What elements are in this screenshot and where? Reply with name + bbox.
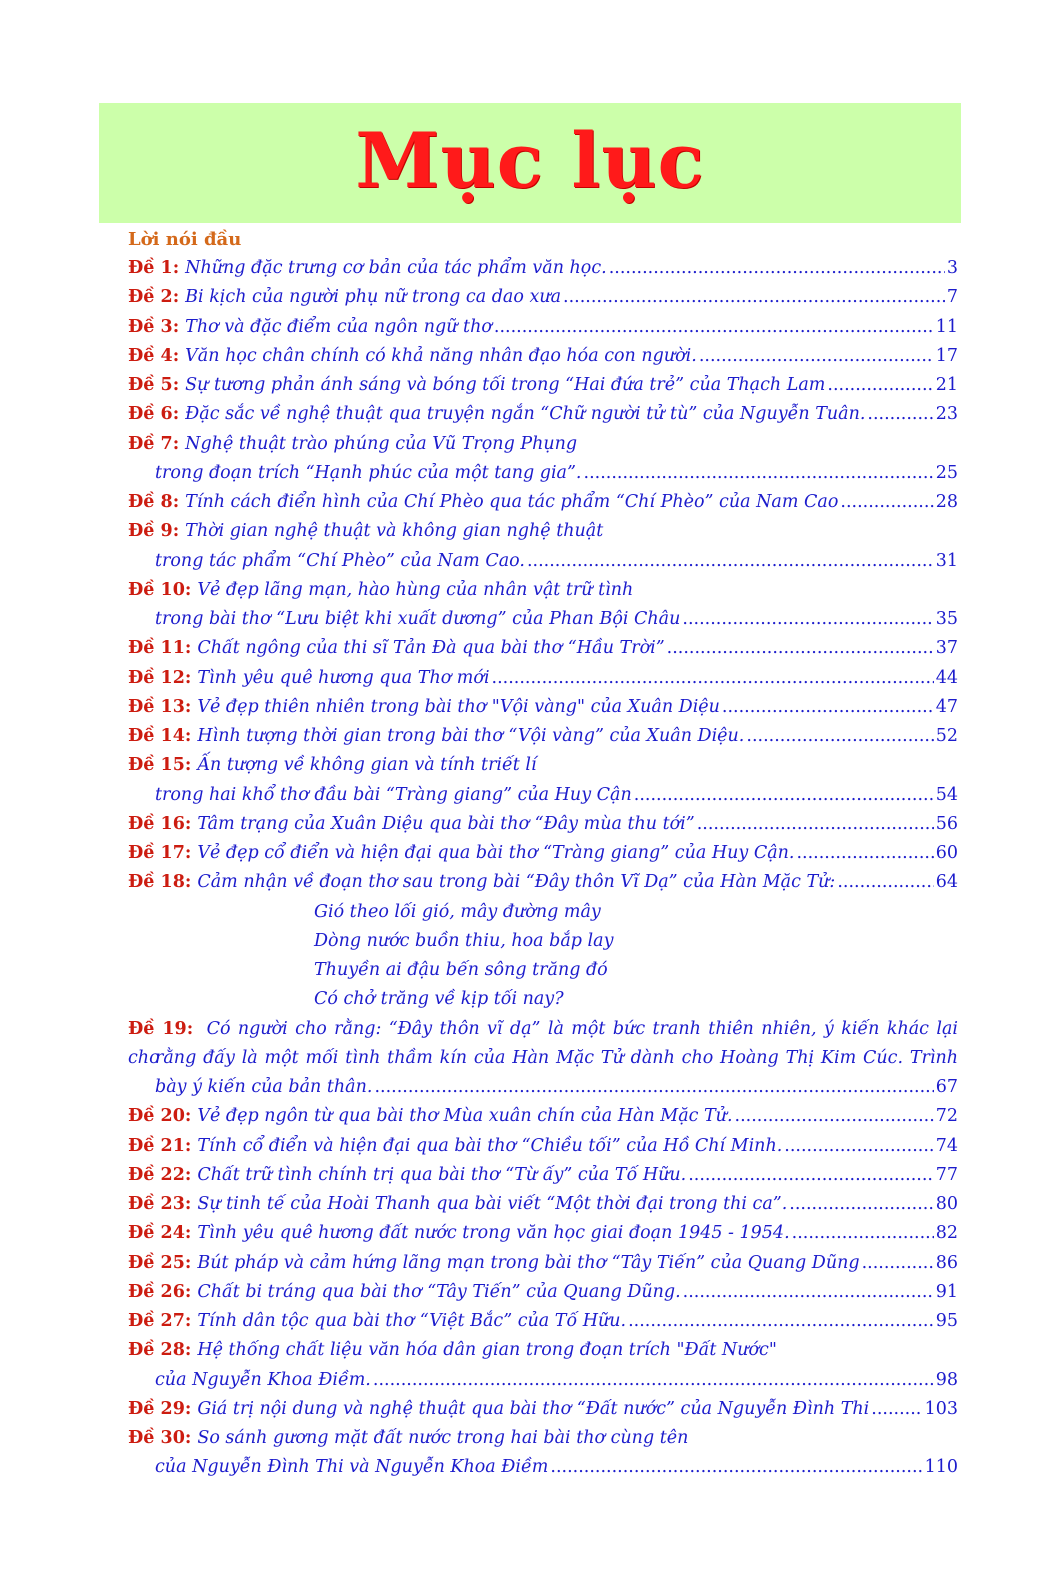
dot-leader — [840, 488, 933, 517]
entry-text: Ấn tượng về không gian và tính triết lí — [197, 755, 537, 776]
entry-label: Đề 1: — [128, 258, 180, 278]
dot-leader — [862, 1249, 934, 1278]
entry-text: Thời gian nghệ thuật và không gian nghệ thuật — [185, 521, 604, 542]
dot-leader — [688, 1161, 933, 1190]
dot-leader — [494, 313, 934, 342]
dot-leader — [563, 283, 945, 312]
dot-leader — [789, 1190, 933, 1219]
entry-label: Đề 24: — [128, 1223, 192, 1244]
verse-line-2 — [128, 927, 958, 956]
entry-label: Đề 27: — [128, 1311, 192, 1331]
entry-text: Giá trị nội dung và nghệ thuật qua bài thơ “Đất nước” của Nguyễn Đình Thi — [197, 1398, 870, 1419]
entry-page: 31 — [935, 550, 958, 571]
entry-page: 98 — [935, 1369, 958, 1390]
entry-page: 103 — [924, 1398, 958, 1419]
preface-entry[interactable]: Lời nói đầu — [128, 229, 242, 250]
entry-text: Tính dân tộc qua bài thơ “Việt Bắc” của Tố Hữu. — [197, 1311, 627, 1331]
entry-text: Bút pháp và cảm hứng lãng mạn trong bài thơ “Tây Tiến” của Quang Dũng — [197, 1252, 860, 1273]
entry-text: Chất trữ tình chính trị qua bài thơ “Từ ấy” của Tố Hữu. — [197, 1164, 687, 1185]
entry-page: 37 — [935, 638, 958, 659]
dot-leader — [837, 868, 933, 897]
entry-text: bày ý kiến của bản thân. — [155, 1077, 373, 1097]
entry-page: 82 — [935, 1223, 958, 1244]
entry-page: 86 — [935, 1252, 958, 1273]
toc-entry-13[interactable] — [128, 693, 958, 722]
entry-text: Vẻ đẹp thiên nhiên trong bài thơ "Vội vàng" của Xuân Diệu — [197, 696, 720, 717]
entry-text: Tính cách điển hình của Chí Phèo qua tác phẩm “Chí Phèo” của Nam Cao — [185, 492, 839, 512]
dot-leader — [584, 459, 934, 488]
toc-entry-17[interactable] — [128, 839, 958, 868]
toc-entry-19-line-2[interactable] — [128, 1044, 958, 1073]
entry-text: Chất bi tráng qua bài thơ “Tây Tiến” của Quang Dũng. — [197, 1281, 681, 1302]
toc-entry-9[interactable] — [128, 517, 958, 546]
entry-page: 17 — [935, 345, 958, 366]
toc-entry-7-continuation[interactable] — [128, 459, 958, 488]
entry-label: Đề 19: — [128, 1018, 194, 1039]
entry-text: rằng đấy là một mối tình thầm kín của Hàn Mặc Tử dành cho Hoàng Thị Kim Cúc. Trình — [155, 1047, 958, 1068]
entry-text: của Nguyễn Đình Thi và Nguyễn Khoa Điềm — [155, 1457, 549, 1478]
dot-leader — [735, 1102, 934, 1131]
dot-leader — [682, 605, 933, 634]
dot-leader — [667, 634, 934, 663]
entry-label: Đề 29: — [128, 1398, 192, 1419]
toc-entry-15-continuation[interactable] — [128, 781, 958, 810]
entry-label: Đề 9: — [128, 521, 180, 542]
entry-page: 110 — [924, 1457, 958, 1478]
entry-label: Đề 15: — [128, 755, 192, 776]
entry-page: 80 — [935, 1194, 958, 1214]
entry-page: 3 — [946, 258, 958, 278]
toc-entry-26[interactable] — [128, 1278, 958, 1307]
dot-leader — [796, 839, 933, 868]
verse-line-1 — [128, 898, 958, 927]
toc-entry-15[interactable] — [128, 751, 958, 780]
entry-label: Đề 11: — [128, 638, 192, 659]
entry-label: Đề 20: — [128, 1106, 192, 1127]
verse-text: Có chở trăng về kịp tối nay? — [314, 989, 564, 1010]
entry-text: Cảm nhận về đoạn thơ sau trong bài “Đây thôn Vĩ Dạ” của Hàn Mặc Tử: — [197, 872, 836, 893]
toc-entry-25[interactable] — [128, 1249, 958, 1278]
entry-page: 74 — [935, 1135, 958, 1156]
entry-page: 52 — [935, 726, 958, 746]
toc-entry-11[interactable] — [128, 634, 958, 663]
entry-text: Thơ và đặc điểm của ngôn ngữ thơ — [185, 316, 492, 337]
verse-text: Thuyền ai đậu bến sông trăng đó — [314, 960, 608, 980]
toc-entry-8[interactable] — [128, 488, 958, 517]
dot-leader — [827, 371, 933, 400]
entry-text: Vẻ đẹp cổ điển và hiện đại qua bài thơ “Tràng giang” của Huy Cận. — [197, 843, 795, 863]
toc-entry-21[interactable] — [128, 1132, 958, 1161]
entry-text: Sự tương phản ánh sáng và bóng tối trong “Hai đứa trẻ” của Thạch Lam — [185, 375, 826, 395]
entry-label: Đề 12: — [128, 667, 192, 688]
toc-entry-30[interactable] — [128, 1424, 958, 1453]
dot-leader — [527, 547, 934, 576]
toc-entry-28-continuation[interactable] — [128, 1366, 958, 1395]
entry-text: Vẻ đẹp ngôn từ qua bài thơ Mùa xuân chín của Hàn Mặc Tử. — [197, 1106, 733, 1127]
entry-page: 56 — [935, 813, 958, 834]
entry-text: Sự tinh tế của Hoài Thanh qua bài viết “Một thời đại trong thi ca”. — [197, 1194, 788, 1214]
page-title: Mục lục — [355, 115, 705, 205]
dot-leader — [871, 1395, 922, 1424]
entry-text: Đặc sắc về nghệ thuật qua truyện ngắn “Chữ người tử tù” của Nguyễn Tuân. — [185, 404, 866, 425]
title-banner — [99, 103, 961, 223]
entry-page: 23 — [935, 404, 958, 425]
entry-text: Những đặc trưng cơ bản của tác phẩm văn học. — [185, 258, 607, 278]
entry-label: Đề 16: — [128, 813, 192, 834]
entry-label: Đề 30: — [128, 1428, 192, 1448]
toc-entry-1[interactable] — [128, 254, 958, 283]
toc-entry-6[interactable] — [128, 400, 958, 429]
entry-page: 72 — [935, 1106, 958, 1127]
entry-text: Chất ngông của thi sĩ Tản Đà qua bài thơ “Hầu Trời” — [197, 638, 665, 659]
dot-leader — [634, 781, 934, 810]
entry-page: 54 — [935, 784, 958, 805]
toc-entry-22[interactable] — [128, 1161, 958, 1190]
entry-label: Đề 28: — [128, 1340, 192, 1361]
entry-page: 28 — [935, 492, 958, 512]
toc-entry-30-continuation[interactable] — [128, 1453, 958, 1482]
toc-entry-9-continuation[interactable] — [128, 547, 958, 576]
entry-label: Đề 3: — [128, 316, 180, 337]
table-of-contents — [128, 225, 958, 1483]
entry-label: Đề 14: — [128, 726, 192, 746]
entry-label: Đề 7: — [128, 433, 180, 454]
entry-page: 60 — [935, 843, 958, 863]
toc-entry-20[interactable] — [128, 1102, 958, 1131]
entry-label: Đề 13: — [128, 696, 192, 717]
dot-leader — [792, 1219, 934, 1248]
toc-entry-16[interactable] — [128, 810, 958, 839]
toc-entry-29[interactable] — [128, 1395, 958, 1424]
toc-entry-3[interactable] — [128, 313, 958, 342]
entry-text: Vẻ đẹp lãng mạn, hào hùng của nhân vật trữ tình — [197, 579, 634, 600]
entry-text: Bi kịch của người phụ nữ trong ca dao xưa — [185, 287, 562, 308]
entry-label: Đề 26: — [128, 1281, 192, 1302]
entry-page: 91 — [935, 1281, 958, 1302]
toc-entry-2[interactable] — [128, 283, 958, 312]
dot-leader — [374, 1073, 933, 1102]
toc-entry-10-continuation[interactable] — [128, 605, 958, 634]
toc-entry-28[interactable] — [128, 1336, 958, 1365]
toc-entry-7[interactable] — [128, 430, 958, 459]
entry-page: 25 — [935, 462, 958, 483]
entry-label: Đề 4: — [128, 345, 180, 366]
entry-label: Đề 8: — [128, 492, 180, 512]
entry-text: trong tác phẩm “Chí Phèo” của Nam Cao. — [155, 550, 525, 571]
entry-page: 77 — [935, 1164, 958, 1185]
dot-leader — [628, 1307, 934, 1336]
entry-text: trong bài thơ “Lưu biệt khi xuất dương” của Phan Bội Châu — [155, 609, 681, 629]
entry-text: trong đoạn trích “Hạnh phúc của một tang gia”. — [155, 462, 582, 483]
entry-page: 95 — [935, 1311, 958, 1331]
entry-text: Tình yêu quê hương qua Thơ mới — [197, 667, 490, 688]
entry-label: Đề 25: — [128, 1252, 192, 1273]
entry-text: Nghệ thuật trào phúng của Vũ Trọng Phụng — [185, 433, 578, 454]
entry-text: So sánh gương mặt đất nước trong hai bài thơ cùng tên — [197, 1428, 689, 1448]
toc-entry-27[interactable] — [128, 1307, 958, 1336]
entry-page: 21 — [935, 375, 958, 395]
entry-text: trong hai khổ thơ đầu bài “Tràng giang” của Huy Cận — [155, 784, 632, 805]
entry-label: Đề 22: — [128, 1164, 192, 1185]
dot-leader — [697, 810, 934, 839]
dot-leader — [784, 1132, 933, 1161]
entry-label: Đề 5: — [128, 375, 180, 395]
entry-label: Đề 21: — [128, 1135, 192, 1156]
entry-text: Hệ thống chất liệu văn hóa dân gian trong đoạn trích "Đất Nước" — [197, 1340, 777, 1361]
dot-leader — [373, 1366, 934, 1395]
entry-page: 35 — [935, 609, 958, 629]
entry-text: Tính cổ điển và hiện đại qua bài thơ “Chiều tối” của Hồ Chí Minh. — [197, 1135, 783, 1156]
toc-entry-23[interactable] — [128, 1190, 958, 1219]
verse-text: Gió theo lối gió, mây đường mây — [314, 901, 601, 922]
verse-text: Dòng nước buồn thiu, hoa bắp lay — [314, 930, 614, 951]
entry-page: 11 — [935, 316, 958, 337]
toc-entry-19-continuation[interactable] — [128, 1073, 958, 1102]
entry-text: Tâm trạng của Xuân Diệu qua bài thơ “Đây mùa thu tới” — [197, 813, 695, 834]
entry-text: Hình tượng thời gian trong bài thơ “Vội vàng” của Xuân Diệu. — [197, 726, 745, 746]
entry-page: 44 — [935, 667, 958, 688]
entry-label: Đề 10: — [128, 579, 192, 600]
toc-entry-4[interactable] — [128, 342, 958, 371]
entry-page: 7 — [946, 287, 958, 308]
dot-leader — [699, 342, 934, 371]
dot-leader — [609, 254, 945, 283]
entry-label: Đề 18: — [128, 872, 192, 893]
toc-entry-24[interactable] — [128, 1219, 958, 1248]
dot-leader — [746, 722, 933, 751]
entry-label: Đề 23: — [128, 1194, 192, 1214]
entry-page: 64 — [935, 872, 958, 893]
toc-entry-5[interactable] — [128, 371, 958, 400]
entry-text: Tình yêu quê hương đất nước trong văn học giai đoạn 1945 - 1954. — [197, 1223, 790, 1244]
toc-entry-12[interactable] — [128, 664, 958, 693]
verse-line-4 — [128, 985, 958, 1014]
entry-page: 67 — [935, 1077, 958, 1097]
toc-entry-14[interactable] — [128, 722, 958, 751]
dot-leader — [722, 693, 934, 722]
dot-leader — [683, 1278, 934, 1307]
entry-text: Văn học chân chính có khả năng nhân đạo hóa con người. — [185, 345, 697, 366]
entry-label: Đề 6: — [128, 404, 180, 425]
entry-label: Đề 17: — [128, 843, 192, 863]
entry-page: 47 — [935, 696, 958, 717]
entry-text: của Nguyễn Khoa Điềm. — [155, 1369, 371, 1390]
toc-entry-10[interactable] — [128, 576, 958, 605]
dot-leader — [550, 1453, 922, 1482]
dot-leader — [492, 664, 934, 693]
entry-label: Đề 2: — [128, 287, 180, 308]
toc-entry-18[interactable] — [128, 868, 958, 897]
entry-text: Có người cho rằng: “Đây thôn vĩ dạ” là một bức tranh thiên nhiên, ý kiến khác lại cho — [128, 1018, 958, 1068]
dot-leader — [867, 400, 933, 429]
verse-line-3 — [128, 956, 958, 985]
